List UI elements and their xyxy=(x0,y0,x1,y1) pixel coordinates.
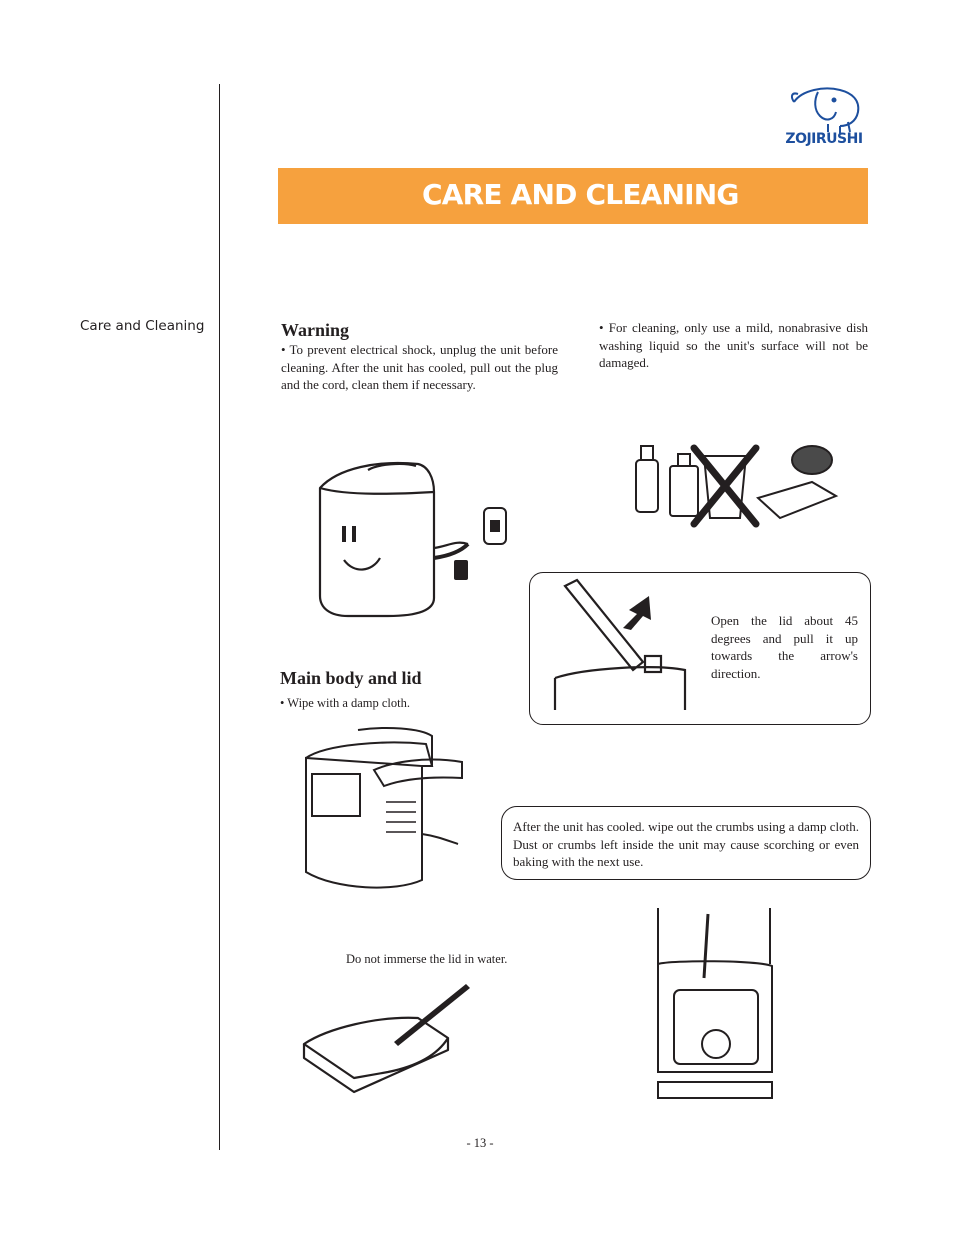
cleaning-note: • For cleaning, only use a mild, nonabrasive dish washing liquid so the unit's surface will not be damaged. xyxy=(599,320,868,370)
lid-illustration xyxy=(298,980,472,1096)
sidebar-section-label: Care and Cleaning xyxy=(80,318,205,334)
crumbs-text: After the unit has cooled. wipe out the crumbs using a damp cloth. Dust or crumbs left inside the unit may cause scorching or even baking with the next use. xyxy=(513,819,859,869)
wiping-unit-illustration xyxy=(296,722,468,898)
brand-wordmark: ZOJIRUSHI xyxy=(785,131,863,147)
warning-text: • To prevent electrical shock, unplug the unit before cleaning. After the unit has cooled, pull out the plug and the cord, clean them if necessary. xyxy=(281,342,558,392)
lid-removal-text: Open the lid about 45 degrees and pull it up towards the arrow's direction. xyxy=(711,613,858,681)
open-unit-interior-illustration xyxy=(652,904,780,1100)
main-body-heading: Main body and lid xyxy=(280,668,422,688)
page-number: - 13 - xyxy=(466,1136,494,1150)
warning-heading: Warning xyxy=(281,320,350,340)
unplugged-breadmaker-illustration xyxy=(308,448,518,623)
main-body-text: • Wipe with a damp cloth. xyxy=(280,696,411,710)
prohibited-cleaners-illustration xyxy=(630,438,840,530)
margin-rule xyxy=(219,84,220,1150)
lid-removal-illustration xyxy=(545,580,695,715)
lid-immerse-note: Do not immerse the lid in water. xyxy=(346,952,508,966)
page-title: CARE AND CLEANING xyxy=(422,178,739,211)
